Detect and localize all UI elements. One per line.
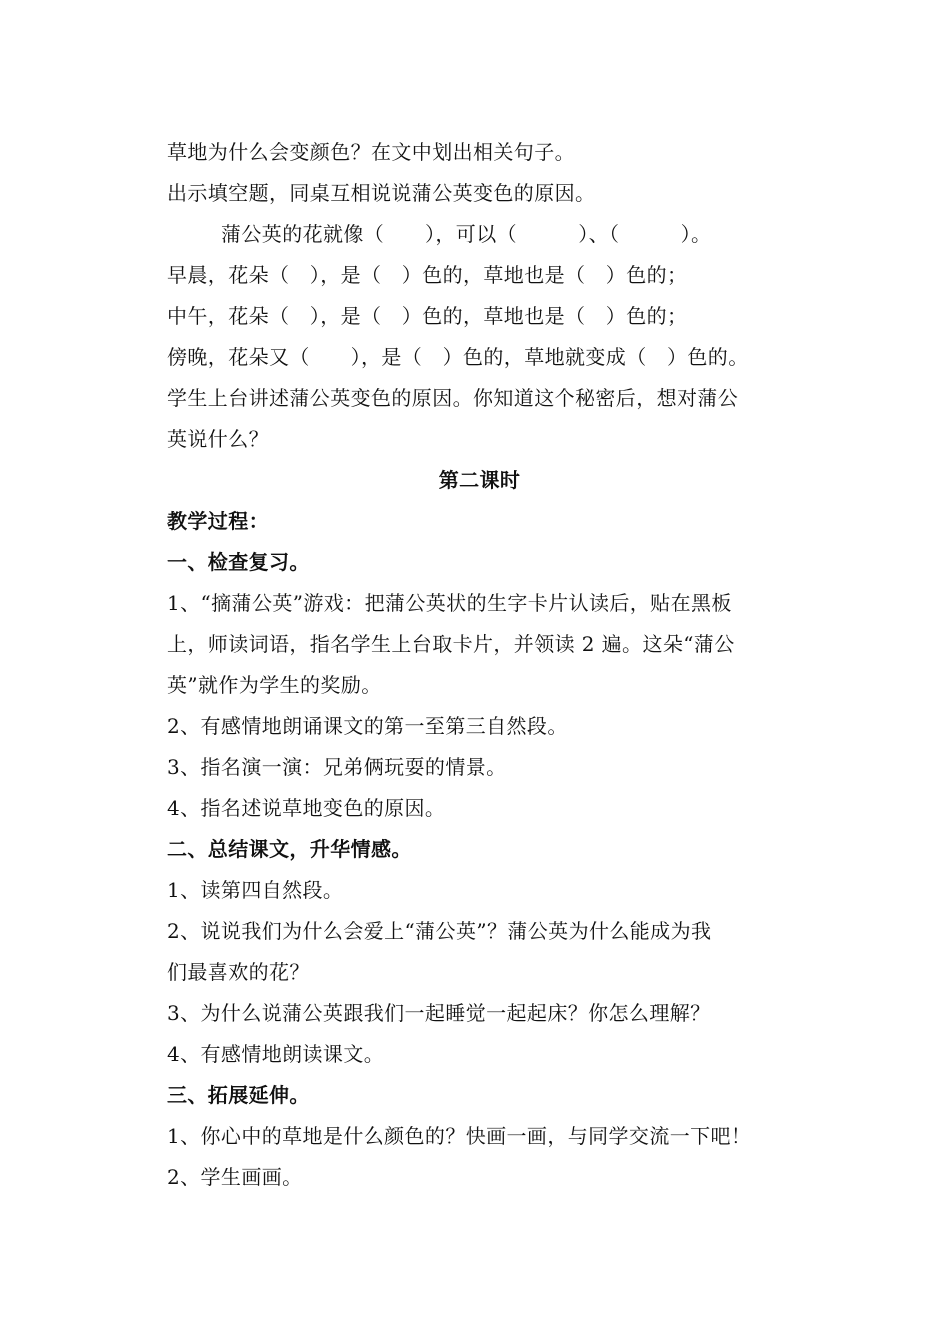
document-page: [167, 132, 792, 1198]
section-1-item-2: 2、有感情地朗诵课文的第一至第三自然段。: [167, 714, 568, 738]
section-3-item-2: 2、学生画画。: [167, 1165, 303, 1189]
student-task-line-1: 学生上台讲述蒲公英变色的原因。你知道这个秘密后，想对蒲公: [167, 386, 739, 410]
section-1-heading: 一、检查复习。: [167, 550, 310, 574]
section-3-heading: 三、拓展延伸。: [167, 1083, 310, 1107]
section-2-item-2-line-2: 们最喜欢的花？: [167, 960, 310, 984]
section-1-item-4: 4、指名述说草地变色的原因。: [167, 796, 446, 820]
section-1-item-1-line-2: 上，师读词语，指名学生上台取卡片，并领读 2 遍。这朵“蒲公: [167, 632, 735, 656]
student-task-line-2: 英说什么？: [167, 427, 269, 451]
section-1-item-1-line-3: 英”就作为学生的奖励。: [167, 673, 382, 697]
instruction-line: 出示填空题，同桌互相说说蒲公英变色的原因。: [167, 181, 596, 205]
process-heading: 教学过程：: [167, 509, 269, 533]
section-1-item-1-line-1: 1、“摘蒲公英”游戏：把蒲公英状的生字卡片认读后，贴在黑板: [167, 591, 732, 615]
section-2-item-3: 3、为什么说蒲公英跟我们一起睡觉一起起床？你怎么理解？: [167, 1001, 711, 1025]
fill-blank-noon: 中午，花朵（ ），是（ ）色的，草地也是（ ）色的；: [167, 304, 688, 328]
fill-blank-morning: 早晨，花朵（ ），是（ ）色的，草地也是（ ）色的；: [167, 263, 688, 287]
section-2-item-1: 1、读第四自然段。: [167, 878, 344, 902]
section-2-item-4: 4、有感情地朗读课文。: [167, 1042, 385, 1066]
section-1-item-3: 3、指名演一演：兄弟俩玩耍的情景。: [167, 755, 507, 779]
lesson-title: 第二课时: [438, 468, 521, 492]
section-3-item-1: 1、你心中的草地是什么颜色的？快画一画，与同学交流一下吧！: [167, 1124, 752, 1148]
fill-blank-evening: 傍晚，花朵又（ ），是（ ）色的，草地就变成（ ）色的。: [167, 345, 749, 369]
question-line: 草地为什么会变颜色？在文中划出相关句子。: [167, 140, 575, 164]
section-2-item-2-line-1: 2、说说我们为什么会爱上“蒲公英”？蒲公英为什么能成为我: [167, 919, 712, 943]
section-2-heading: 二、总结课文，升华情感。: [167, 837, 412, 861]
fill-blank-intro: 蒲公英的花就像（ ），可以（ ）、（ ）。: [221, 222, 712, 246]
